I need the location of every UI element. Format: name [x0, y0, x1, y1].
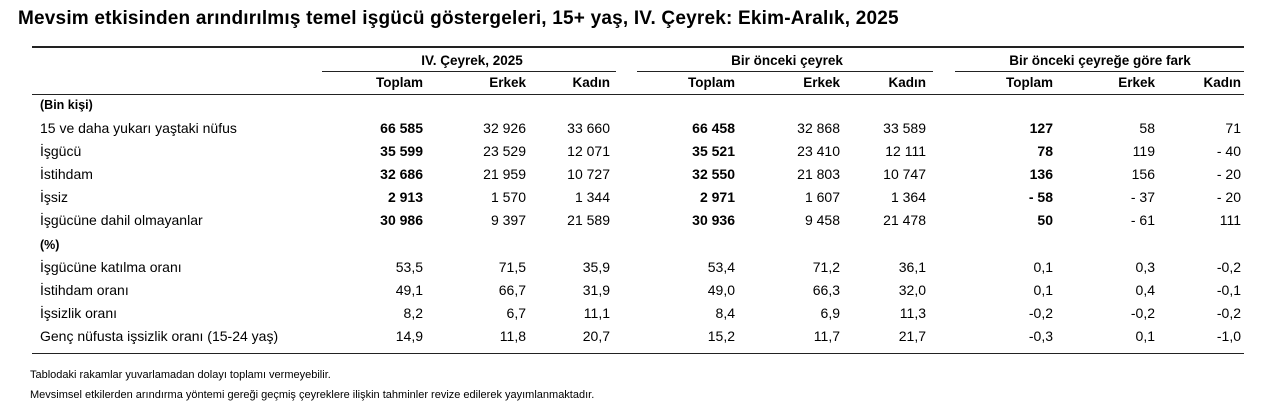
- table-cell: 23 410: [797, 143, 840, 159]
- table-row: [0, 120, 1280, 142]
- table-cell: - 37: [1130, 189, 1155, 205]
- table-cell: -1,0: [1216, 328, 1241, 344]
- table-cell: 71: [1225, 120, 1241, 136]
- table-row: [0, 259, 1280, 281]
- table-cell: 1 570: [490, 189, 526, 205]
- table-cell: 20,7: [582, 328, 610, 344]
- table-cell: 2 971: [699, 189, 735, 205]
- table-cell: 111: [1219, 212, 1241, 228]
- table-row: [0, 328, 1280, 350]
- subheader-toplam-1: Toplam: [376, 75, 423, 90]
- table-cell: 71,5: [498, 259, 526, 275]
- table-cell: 0,3: [1135, 259, 1155, 275]
- table-cell: - 40: [1216, 143, 1241, 159]
- table-cell: 32,0: [898, 282, 926, 298]
- table-cell: 9 458: [804, 212, 840, 228]
- row-label: İşgücü: [40, 143, 82, 159]
- table-cell: 1 607: [804, 189, 840, 205]
- table-cell: 10 747: [883, 166, 926, 182]
- table-cell: 9 397: [490, 212, 526, 228]
- table-cell: 11,7: [813, 328, 840, 344]
- table-cell: 15,2: [707, 328, 735, 344]
- table-cell: 21,7: [898, 328, 926, 344]
- table-cell: 21 959: [483, 166, 526, 182]
- table-cell: 21 803: [797, 166, 840, 182]
- table-cell: - 20: [1216, 189, 1241, 205]
- group-rule-difference: [955, 71, 1244, 72]
- table-cell: 1 364: [890, 189, 926, 205]
- row-label: İşgücüne katılma oranı: [40, 259, 182, 275]
- table-cell: 71,2: [812, 259, 840, 275]
- table-cell: 30 986: [380, 212, 423, 228]
- table-cell: 66 458: [692, 120, 735, 136]
- footnote-rounding: Tablodaki rakamlar yuvarlamadan dolayı toplamı vermeyebilir.: [30, 369, 331, 381]
- table-cell: -0,2: [1130, 305, 1155, 321]
- table-cell: 49,0: [707, 282, 735, 298]
- group-header-previous: Bir önceki çeyrek: [731, 53, 843, 68]
- subheader-kadin-3: Kadın: [1203, 75, 1241, 90]
- table-cell: 14,9: [395, 328, 423, 344]
- section-counts-label: (Bin kişi): [40, 98, 93, 112]
- subheader-kadin-2: Kadın: [888, 75, 926, 90]
- header-rule: [32, 94, 1244, 95]
- table-cell: 0,1: [1033, 259, 1053, 275]
- subheader-erkek-2: Erkek: [803, 75, 840, 90]
- table-cell: 12 071: [567, 143, 610, 159]
- table-cell: 35 521: [692, 143, 735, 159]
- row-label: Genç nüfusta işsizlik oranı (15-24 yaş): [40, 328, 279, 344]
- table-cell: 32 926: [483, 120, 526, 136]
- table-row: [0, 305, 1280, 327]
- table-cell: 21 589: [567, 212, 610, 228]
- table-row: [0, 282, 1280, 304]
- row-label: İstihdam oranı: [40, 282, 129, 298]
- row-label: İstihdam: [40, 166, 93, 182]
- table-row: [0, 212, 1280, 234]
- subheader-toplam-3: Toplam: [1006, 75, 1053, 90]
- table-cell: 12 111: [885, 143, 926, 159]
- table-cell: 11,8: [499, 328, 526, 344]
- table-cell: 119: [1132, 143, 1155, 159]
- table-cell: 8,2: [403, 305, 423, 321]
- table-cell: -0,2: [1216, 305, 1241, 321]
- table-cell: -0,3: [1028, 328, 1053, 344]
- table-cell: - 58: [1028, 189, 1053, 205]
- group-rule-current: [322, 71, 616, 72]
- table-cell: 11,3: [899, 305, 926, 321]
- table-cell: 66,3: [812, 282, 840, 298]
- section-rates-label: (%): [40, 238, 60, 252]
- table-cell: 32 868: [797, 120, 840, 136]
- table-cell: 35,9: [582, 259, 610, 275]
- table-cell: 31,9: [582, 282, 610, 298]
- table-cell: 66,7: [498, 282, 526, 298]
- table-cell: 11,1: [583, 305, 610, 321]
- table-cell: 33 660: [567, 120, 610, 136]
- subheader-erkek-3: Erkek: [1118, 75, 1155, 90]
- table-cell: 50: [1037, 212, 1053, 228]
- table-cell: -0,2: [1216, 259, 1241, 275]
- table-cell: 6,7: [506, 305, 526, 321]
- table-cell: 36,1: [898, 259, 926, 275]
- group-rule-previous: [637, 71, 933, 72]
- table-cell: 53,4: [707, 259, 735, 275]
- table-cell: 35 599: [380, 143, 423, 159]
- table-cell: 136: [1029, 166, 1053, 182]
- table-cell: 32 686: [380, 166, 423, 182]
- bottom-rule: [32, 353, 1244, 354]
- row-label: İşsizlik oranı: [40, 305, 118, 321]
- table-title: Mevsim etkisinden arındırılmış temel işgücü göstergeleri, 15+ yaş, IV. Çeyrek: Ekim-Aralık, 2025: [18, 8, 899, 29]
- table-cell: 127: [1029, 120, 1053, 136]
- table-cell: 2 913: [387, 189, 423, 205]
- table-row: [0, 166, 1280, 188]
- table-cell: 30 936: [692, 212, 735, 228]
- table-row: [0, 143, 1280, 165]
- group-header-current: IV. Çeyrek, 2025: [421, 53, 523, 68]
- top-rule: [32, 46, 1244, 48]
- table-cell: 21 478: [883, 212, 926, 228]
- table-cell: 156: [1131, 166, 1155, 182]
- table-cell: 0,1: [1033, 282, 1053, 298]
- footnote-revision: Mevsimsel etkilerden arındırma yöntemi gereği geçmiş çeyreklere ilişkin tahminler revize edilerek yayımlanmaktadır.: [30, 389, 595, 401]
- subheader-toplam-2: Toplam: [688, 75, 735, 90]
- subheader-erkek-1: Erkek: [489, 75, 526, 90]
- table-cell: 6,9: [820, 305, 840, 321]
- table-cell: 10 727: [567, 166, 610, 182]
- table-cell: 33 589: [883, 120, 926, 136]
- table-cell: 32 550: [692, 166, 735, 182]
- subheader-kadin-1: Kadın: [572, 75, 610, 90]
- table-cell: -0,1: [1216, 282, 1241, 298]
- table-cell: - 20: [1216, 166, 1241, 182]
- row-label: İşsiz: [40, 189, 68, 205]
- group-header-difference: Bir önceki çeyreğe göre fark: [1009, 53, 1191, 68]
- table-cell: 0,4: [1135, 282, 1155, 298]
- table-cell: 53,5: [395, 259, 423, 275]
- table-cell: - 61: [1130, 212, 1155, 228]
- table-cell: 58: [1139, 120, 1155, 136]
- table-cell: 66 585: [380, 120, 423, 136]
- table-cell: 1 344: [574, 189, 610, 205]
- table-row: [0, 189, 1280, 211]
- table-cell: 0,1: [1135, 328, 1155, 344]
- table-cell: 49,1: [395, 282, 423, 298]
- row-label: İşgücüne dahil olmayanlar: [40, 212, 203, 228]
- table-cell: 8,4: [715, 305, 735, 321]
- row-label: 15 ve daha yukarı yaştaki nüfus: [40, 120, 237, 136]
- table-cell: 23 529: [483, 143, 526, 159]
- table-cell: -0,2: [1028, 305, 1053, 321]
- table-cell: 78: [1037, 143, 1053, 159]
